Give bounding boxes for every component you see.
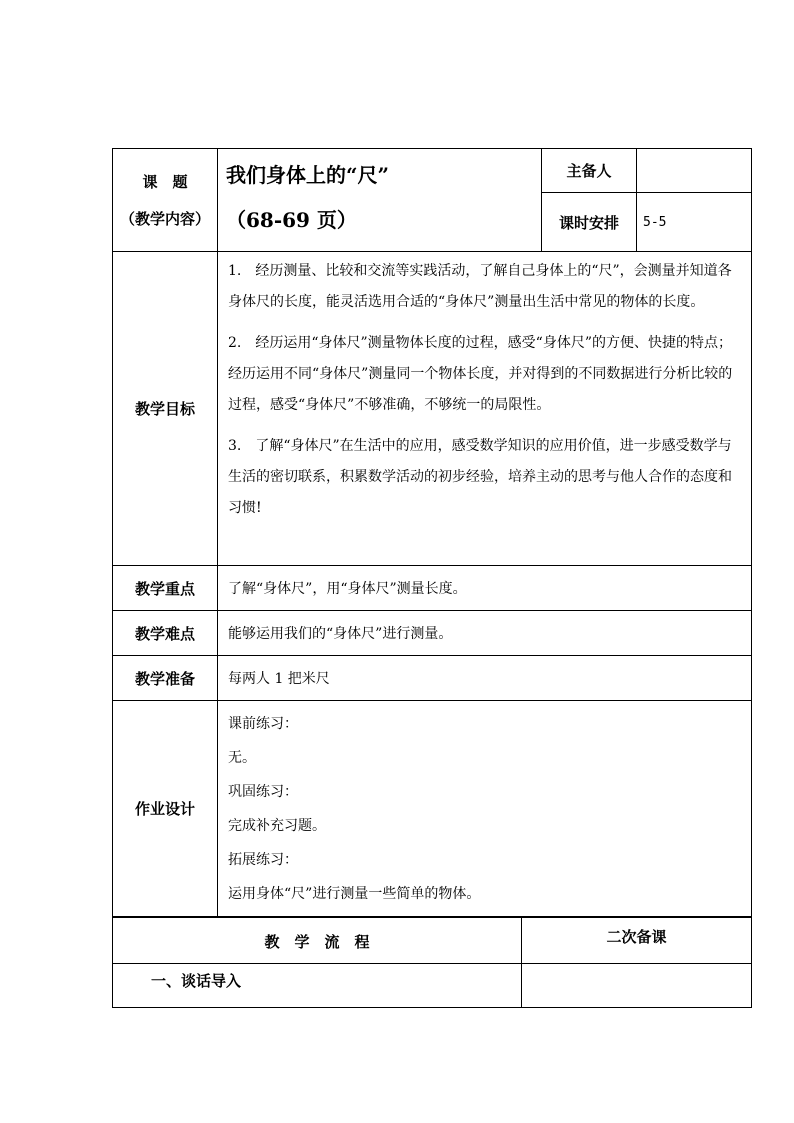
lesson-title: 我们身体上的“尺” xyxy=(226,163,390,187)
objectives-label: 教学目标 xyxy=(113,252,218,566)
lesson-pages: （68-69 页） xyxy=(226,208,357,232)
second-prep-cell xyxy=(522,964,752,1008)
objective-item-2: 2. 经历运用“身体尺”测量物体长度的过程，感受“身体尺”的方便、快捷的特点；经历运用不同“身体尺”测量同一个物体长度，并对得到的不同数据进行分析比较的过程，感受“身体尺”不够准确，不够统一的局限性。 xyxy=(228,335,733,413)
lesson-title-cell xyxy=(218,149,542,252)
difficulties-label: 教学难点 xyxy=(113,611,218,656)
preparer-value xyxy=(637,149,752,193)
homework-line-2: 无。 xyxy=(228,750,256,766)
key-points-label: 教学重点 xyxy=(113,566,218,611)
objectives-cell xyxy=(218,252,752,566)
preparation-value: 每两人 1 把米尺 xyxy=(218,656,752,701)
schedule-value: 5-5 xyxy=(637,193,752,252)
homework-line-1: 课前练习： xyxy=(228,716,298,732)
preparer-label: 主备人 xyxy=(542,149,637,193)
objective-item-3: 3. 了解“身体尺”在生活中的应用，感受数学知识的应用价值，进一步感受数学与生活的密切联系，积累数学活动的初步经验，培养主动的思考与他人合作的态度和习惯! xyxy=(228,438,732,516)
difficulties-value: 能够运用我们的“身体尺”进行测量。 xyxy=(218,611,752,656)
second-prep-header: 二次备课 xyxy=(522,918,752,964)
homework-line-4: 完成补充习题。 xyxy=(228,818,326,834)
preparation-label: 教学准备 xyxy=(113,656,218,701)
schedule-label: 课时安排 xyxy=(542,193,637,252)
homework-label: 作业设计 xyxy=(113,701,218,917)
homework-cell xyxy=(218,701,752,917)
homework-line-3: 巩固练习： xyxy=(228,784,298,800)
lesson-plan-table xyxy=(112,148,752,917)
objective-item-1: 1. 经历测量、比较和交流等实践活动，了解自己身体上的“尺”，会测量并知道各身体尺的长度，能灵活选用合适的“身体尺”测量出生活中常见的物体的长度。 xyxy=(228,263,732,310)
homework-line-6: 运用身体“尺”进行测量一些简单的物体。 xyxy=(228,886,481,902)
key-points-value: 了解“身体尺”，用“身体尺”测量长度。 xyxy=(218,566,752,611)
teaching-process-header: 教 学 流 程 xyxy=(113,918,522,964)
topic-sublabel: （教学内容） xyxy=(119,210,210,228)
section-intro: 一、谈话导入 xyxy=(113,964,522,1008)
homework-line-5: 拓展练习： xyxy=(228,852,298,868)
topic-label: 课 题 xyxy=(142,173,188,191)
topic-label-cell xyxy=(113,149,218,252)
teaching-flow-table xyxy=(112,917,752,1008)
